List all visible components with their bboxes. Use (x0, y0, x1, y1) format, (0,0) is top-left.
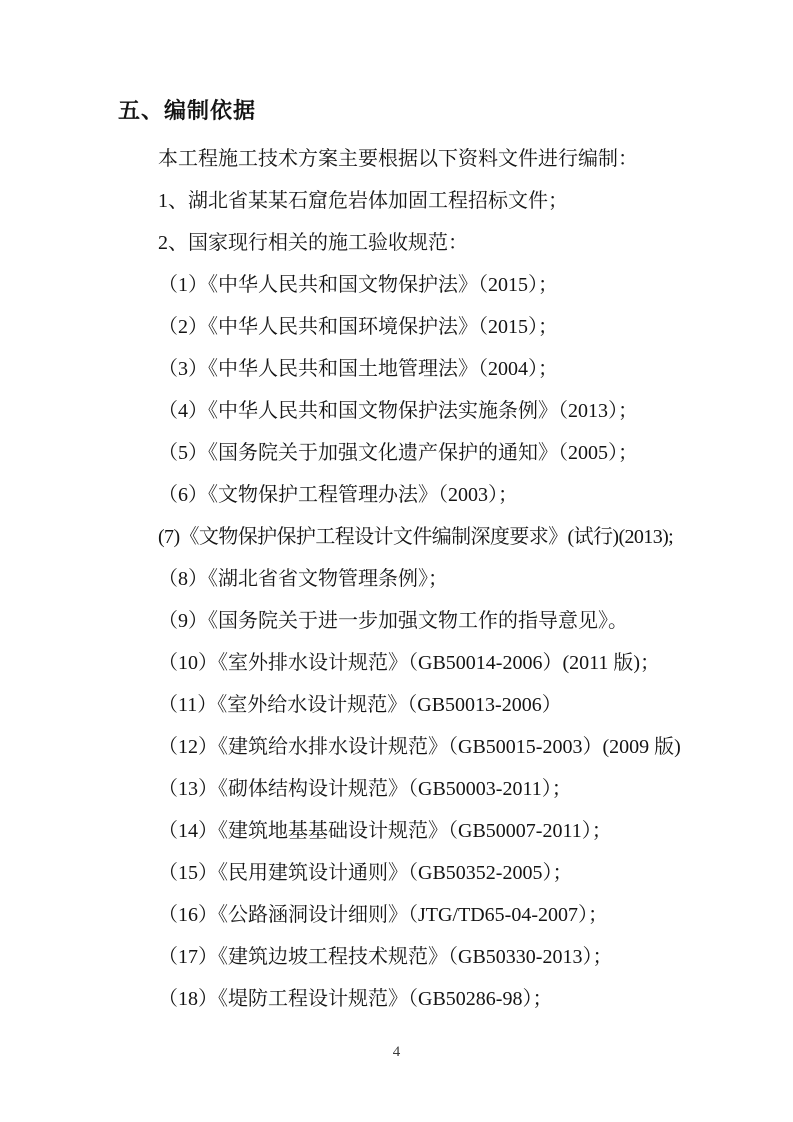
sub-item-1: （1）《中华人民共和国文物保护法》（2015）； (158, 274, 558, 296)
sub-item-13: （13）《砌体结构设计规范》（GB50003-2011）； (158, 778, 572, 800)
sub-item-4: （4）《中华人民共和国文物保护法实施条例》（2013）； (158, 400, 638, 422)
sub-item-10: （10）《室外排水设计规范》（GB50014-2006）(2011 版)； (158, 652, 661, 674)
section-heading: 五、编制依据 (118, 98, 257, 123)
list-item-2: 2、国家现行相关的施工验收规范： (158, 232, 468, 254)
sub-item-5: （5）《国务院关于加强文化遗产保护的通知》（2005）； (158, 442, 638, 464)
page-number: 4 (392, 1044, 401, 1060)
sub-item-12: （12）《建筑给水排水设计规范》（GB50015-2003）(2009 版) (158, 736, 681, 758)
sub-item-8: （8）《湖北省省文物管理条例》； (158, 568, 448, 590)
sub-item-16: （16）《公路涵洞设计细则》（JTG/TD65-04-2007）； (158, 904, 608, 926)
sub-item-18: （18）《堤防工程设计规范》（GB50286-98）； (158, 988, 553, 1010)
sub-item-2: （2）《中华人民共和国环境保护法》（2015）； (158, 316, 558, 338)
sub-item-14: （14）《建筑地基基础设计规范》（GB50007-2011）； (158, 820, 612, 842)
sub-item-7: (7)《文物保护保护工程设计文件编制深度要求》(试行)(2013); (158, 526, 674, 548)
sub-item-9: （9）《国务院关于进一步加强文物工作的指导意见》。 (158, 610, 628, 632)
sub-item-17: （17）《建筑边坡工程技术规范》（GB50330-2013）； (158, 946, 613, 968)
intro-paragraph: 本工程施工技术方案主要根据以下资料文件进行编制： (158, 148, 638, 170)
sub-item-3: （3）《中华人民共和国土地管理法》（2004）； (158, 358, 558, 380)
sub-item-11: （11）《室外给水设计规范》（GB50013-2006） (158, 694, 562, 716)
list-item-1: 1、湖北省某某石窟危岩体加固工程招标文件； (158, 190, 568, 212)
sub-item-6: （6）《文物保护工程管理办法》（2003）； (158, 484, 518, 506)
sub-item-15: （15）《民用建筑设计通则》（GB50352-2005）； (158, 862, 573, 884)
